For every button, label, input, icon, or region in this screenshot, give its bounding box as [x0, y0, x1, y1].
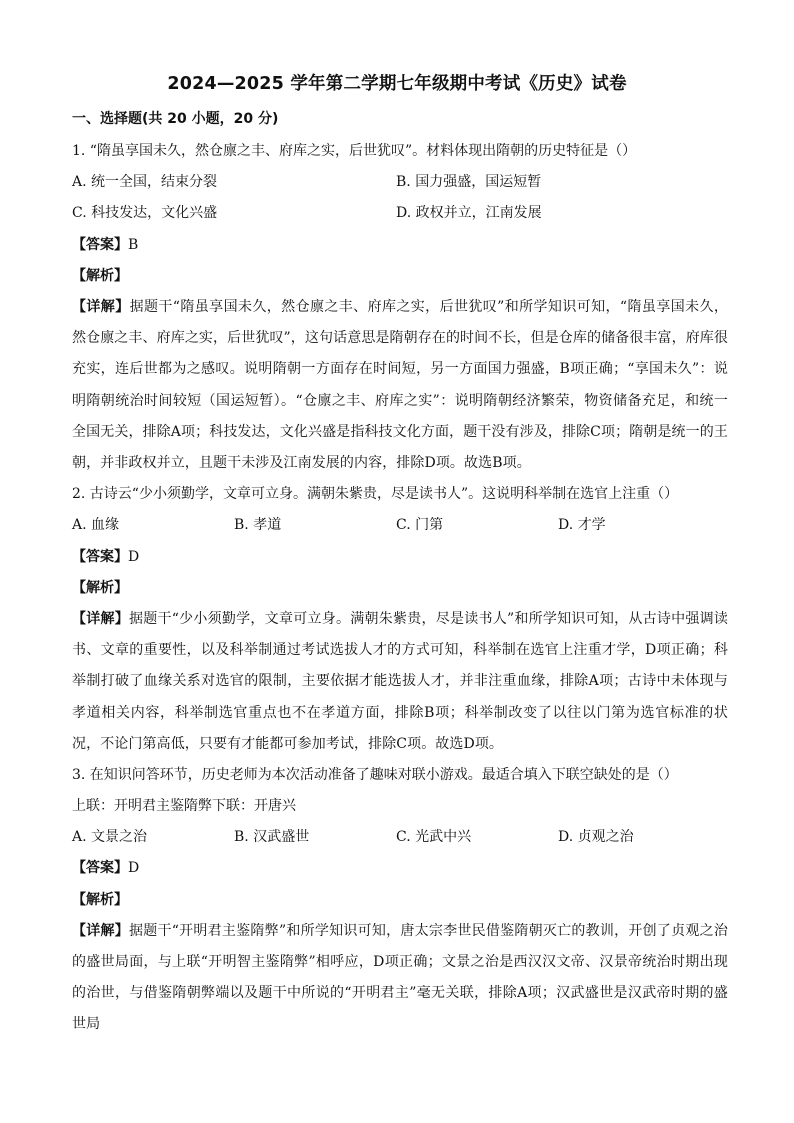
- question-1-option-b: B. 国力强盛，国运短暂: [396, 174, 542, 191]
- question-2-stem: 2. 古诗云“少小须勤学，文章可立身。满朝朱紫贵，尽是读书人”。这说明科举制在选官上注重（）: [72, 486, 679, 503]
- answer-value: D: [128, 860, 140, 877]
- question-3-options: [72, 822, 728, 853]
- answer-value: D: [128, 548, 140, 565]
- detail-text: 据题干“隋虽享国未久，然仓廪之丰、府库之实，后世犹叹”和所学知识可知，“隋虽享国未久，然仓廪之丰、府库之实，后世犹叹”，这句话意思是隋朝存在的时间不长，但是仓库的储备很丰富，府库很充实，连后世都为之感叹。说明隋朝一方面存在时间短，另一方面国力强盛，B项正确；“享国未久”：说明隋朝统治时间较短（国运短暂）。“仓廪之丰、府库之实”：说明隋朝经济繁荣，物资储备充足，和统一全国无关，排除A项；科技发达，文化兴盛是指科技文化方面，题干没有涉及，排除C项；隋朝是统一的王朝，并非政权并立，且题干未涉及江南发展的内容，排除D项。故选B项。: [72, 298, 728, 471]
- section-heading: 一、选择题(共 20 小题，20 分): [72, 111, 279, 127]
- question-1-answer: [72, 230, 728, 261]
- page-title: 2024—2025 学年第二学期七年级期中考试《历史》试卷: [167, 74, 627, 94]
- question-2-option-b: B. 孝道: [234, 517, 282, 534]
- analysis-label: 【解析】: [72, 579, 128, 596]
- question-1-options-row-2: [72, 198, 728, 229]
- detail-text: 据题干“开明君主鉴隋弊”和所学知识可知，唐太宗李世民借鉴隋朝灭亡的教训，开创了贞观之治的盛世局面，与上联“开明智主鉴隋弊”相呼应，D项正确；文景之治是西汉汉文帝、汉景帝统治时期出现的治世，与借鉴隋朝弊端以及题干中所说的“开明君主”毫无关联，排除A项；汉武盛世是汉武帝时期的盛世局: [72, 922, 728, 1033]
- detail-label: 【详解】: [72, 922, 130, 939]
- question-2-answer: [72, 542, 728, 573]
- question-3-answer: [72, 853, 728, 884]
- answer-label: 【答案】: [72, 860, 128, 877]
- question-1-detail: [72, 292, 728, 479]
- detail-label: 【详解】: [72, 298, 130, 315]
- question-2-option-a: A. 血缘: [72, 517, 120, 534]
- question-1-analysis: [72, 261, 728, 292]
- question-2-options: [72, 510, 728, 541]
- question-3: [72, 760, 728, 1041]
- analysis-label: 【解析】: [72, 891, 128, 908]
- question-3-option-a: A. 文景之治: [72, 829, 148, 846]
- question-3-option-b: B. 汉武盛世: [234, 829, 310, 846]
- question-3-option-c: C. 光武中兴: [396, 829, 472, 846]
- question-1-option-d: D. 政权并立，江南发展: [396, 205, 542, 222]
- question-1-option-c: C. 科技发达，文化兴盛: [72, 205, 218, 222]
- question-1-option-a: A. 统一全国，结束分裂: [72, 174, 218, 191]
- question-2-detail: [72, 604, 728, 760]
- question-2-option-d: D. 才学: [558, 517, 606, 534]
- question-2-analysis: [72, 573, 728, 604]
- question-3-detail: [72, 916, 728, 1041]
- question-3-stem: 3. 在知识问答环节，历史老师为本次活动准备了趣味对联小游戏。最适合填入下联空缺处的是（）: [72, 766, 678, 783]
- question-3-couplet: 上联：开明君主鉴隋弊下联：开唐兴: [72, 798, 296, 815]
- detail-text: 据题干“少小须勤学，文章可立身。满朝朱紫贵，尽是读书人”和所学知识可知，从古诗中强调读书、文章的重要性，以及科举制通过考试选拔人才的方式可知，科举制在选官上注重才学，D项正确；科举制打破了血缘关系对选官的限制，主要依据才能选拔人才，并非注重血缘，排除A项；古诗中未体现与孝道相关内容，科举制选官重点也不在孝道方面，排除B项；科举制改变了以往以门第为选官标准的状况，不论门第高低，只要有才能都可参加考试，排除C项。故选D项。: [72, 610, 728, 752]
- exam-body: [72, 136, 728, 1041]
- answer-label: 【答案】: [72, 548, 128, 565]
- answer-value: B: [128, 236, 139, 253]
- question-2: [72, 479, 728, 760]
- analysis-label: 【解析】: [72, 267, 128, 284]
- question-1: [72, 136, 728, 479]
- question-3-analysis: [72, 885, 728, 916]
- answer-label: 【答案】: [72, 236, 128, 253]
- detail-label: 【详解】: [72, 610, 130, 627]
- question-1-stem: 1. “隋虽享国未久，然仓廪之丰、府库之实，后世犹叹”。材料体现出隋朝的历史特征是（）: [72, 143, 637, 159]
- question-2-option-c: C. 门第: [396, 517, 444, 534]
- question-1-options-row-1: [72, 167, 728, 198]
- question-3-option-d: D. 贞观之治: [558, 829, 634, 846]
